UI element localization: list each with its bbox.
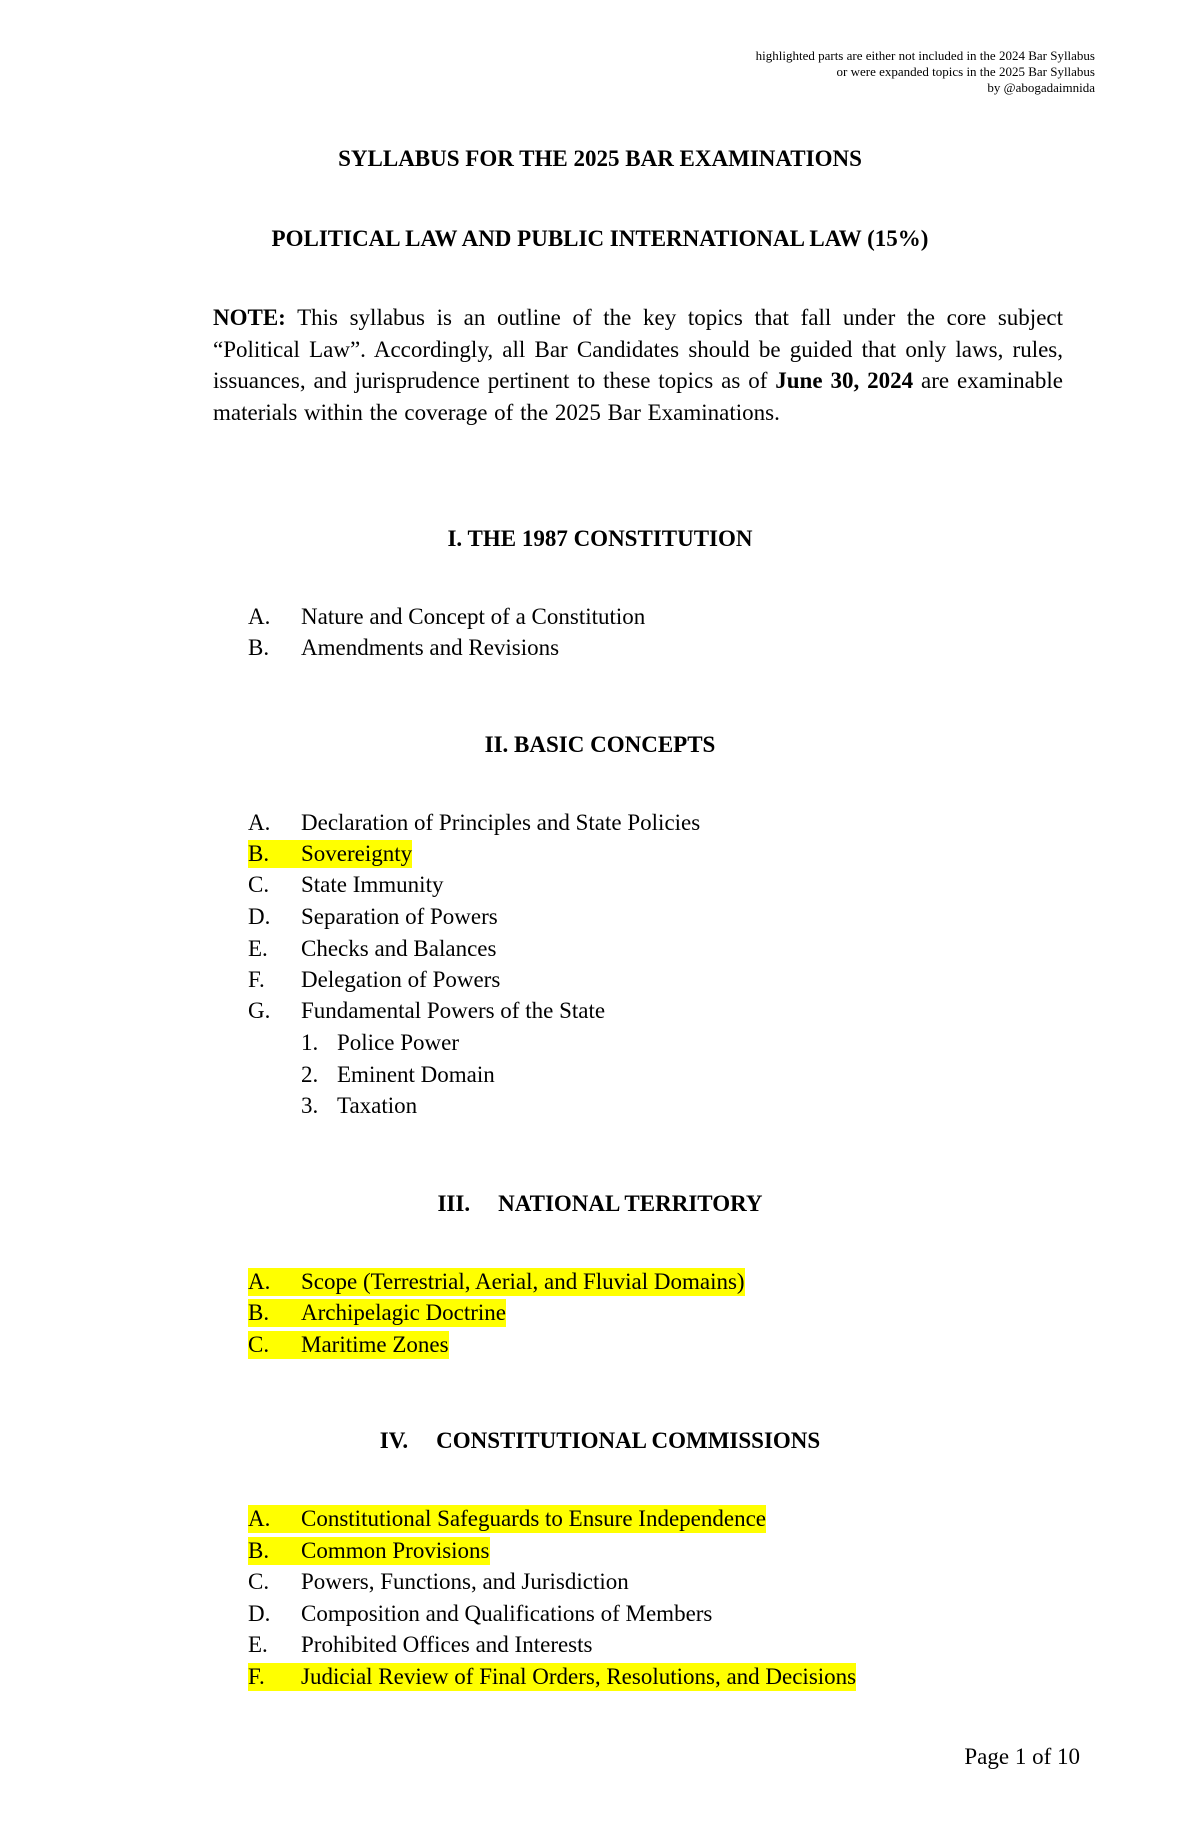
page-number: Page 1 of 10: [964, 1744, 1080, 1769]
note-text-1: This syllabus is an outline of the key topics that fall under the core subject “Political Law”. Accordingly, all Bar Candidates should be guided that only laws, rules, issuances, and jurisprudence pertinent to these topics as of: [213, 305, 1063, 393]
note-label: NOTE:: [213, 305, 286, 330]
legend-line-2: or were expanded topics in the 2025 Bar Syllabus: [836, 64, 1095, 79]
legend-line-3: by @abogadaimnida: [987, 80, 1095, 95]
section-4-heading: IV. CONSTITUTIONAL COMMISSIONS: [379, 1428, 821, 1453]
highlight-legend-note: [756, 48, 1095, 96]
section-2-heading: II. BASIC CONCEPTS: [484, 732, 716, 757]
legend-line-1: highlighted parts are either not included in the 2024 Bar Syllabus: [755, 48, 1095, 63]
subject-title: POLITICAL LAW AND PUBLIC INTERNATIONAL LAW (15%): [271, 226, 929, 251]
syllabus-note: [213, 302, 1063, 428]
note-date: June 30, 2024: [775, 368, 914, 393]
section-3-heading: III. NATIONAL TERRITORY: [437, 1191, 763, 1216]
note-text-2: are examinable materials within the coverage of the 2025 Bar Examinations.: [213, 368, 1063, 425]
page-title: SYLLABUS FOR THE 2025 BAR EXAMINATIONS: [338, 146, 862, 171]
section-1-heading: I. THE 1987 CONSTITUTION: [447, 526, 753, 551]
